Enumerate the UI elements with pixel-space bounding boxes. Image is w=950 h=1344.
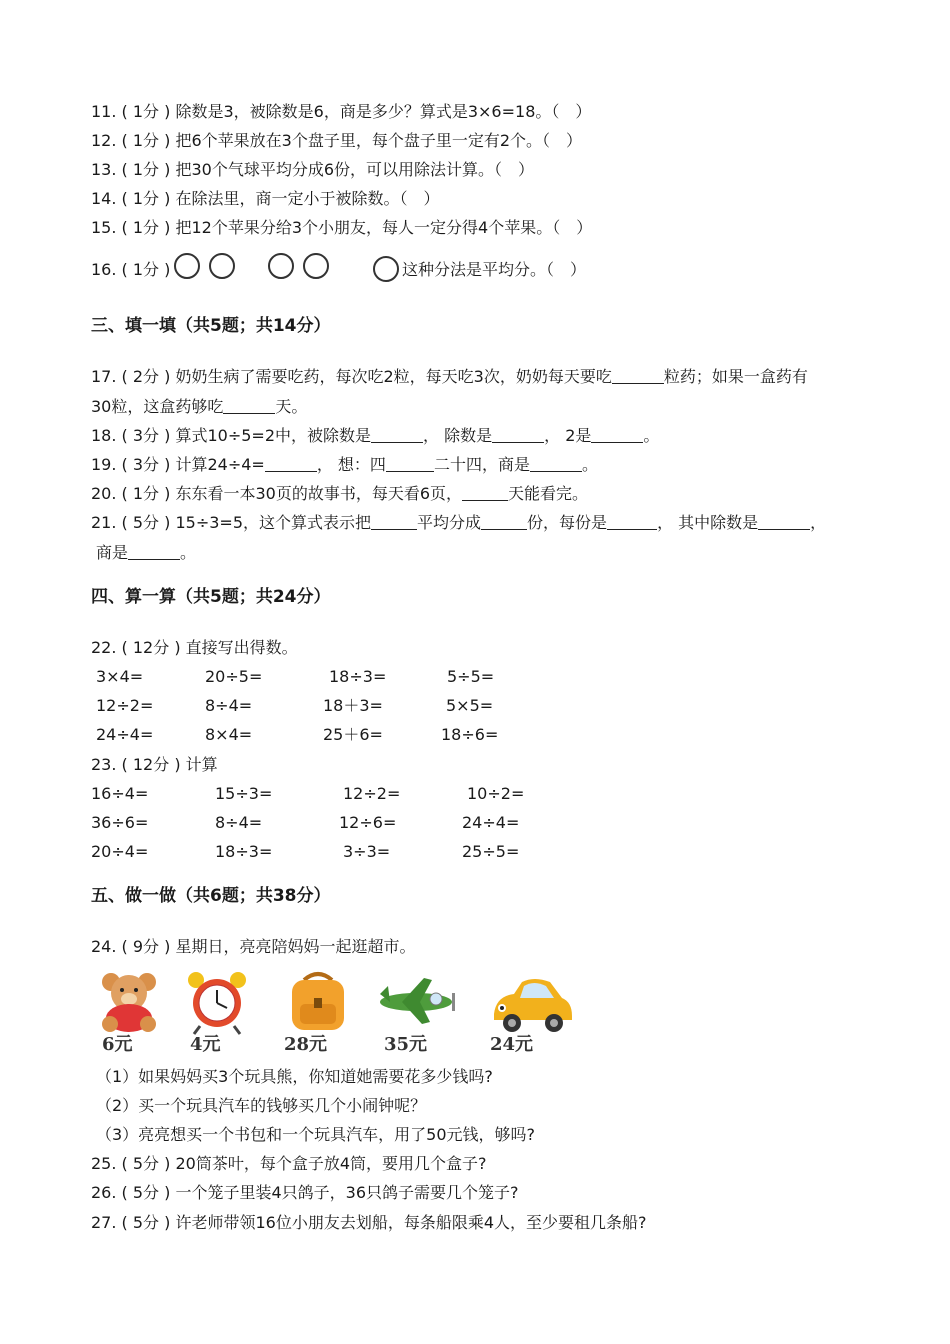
math-item: 18÷6= <box>441 725 499 744</box>
math-item: 12÷2= <box>96 696 154 715</box>
math-item: 5×5= <box>446 696 494 715</box>
math-item: 12÷2= <box>343 784 401 803</box>
question-16-label: 16. ( 1分 ) <box>91 260 171 279</box>
math-item: 16÷4= <box>91 784 149 803</box>
price-label: 28元 <box>284 1034 328 1055</box>
section-title-5: 五、做一做（共6题；共38分） <box>91 886 331 906</box>
price-label: 24元 <box>490 1034 534 1055</box>
question-27: 27. ( 5分 ) 许老师带领16位小朋友去划船，每条船限乘4人，至少要租几条船? <box>91 1213 647 1232</box>
math-item: 24÷4= <box>96 725 154 744</box>
answer-blank[interactable] <box>371 513 417 530</box>
math-item: 18÷3= <box>329 667 387 686</box>
math-item: 18＋3= <box>323 696 383 715</box>
circle-icon <box>174 253 200 279</box>
answer-blank[interactable] <box>481 513 527 530</box>
price-label: 4元 <box>190 1034 221 1055</box>
math-item: 12÷6= <box>339 813 397 832</box>
question-22: 22. ( 12分 ) 直接写出得数。 <box>91 638 298 657</box>
price-label: 35元 <box>384 1034 428 1055</box>
circle-icon <box>209 253 235 279</box>
answer-blank[interactable] <box>612 367 664 384</box>
math-item: 3×4= <box>96 667 144 686</box>
math-item: 8×4= <box>205 725 253 744</box>
answer-blank[interactable] <box>462 484 508 501</box>
question-23: 23. ( 12分 ) 计算 <box>91 755 218 774</box>
math-item: 3÷3= <box>343 842 391 861</box>
math-item: 25＋6= <box>323 725 383 744</box>
math-item: 8÷4= <box>205 696 253 715</box>
question-24-sub1: （1）如果妈妈买3个玩具熊，你知道她需要花多少钱吗? <box>96 1067 493 1086</box>
math-item: 36÷6= <box>91 813 149 832</box>
question-18: 18. ( 3分 ) 算式10÷5=2中，被除数是 ， 除数是 ， 2是 。 <box>91 426 660 445</box>
answer-blank[interactable] <box>223 397 275 414</box>
math-item: 20÷4= <box>91 842 149 861</box>
math-item: 20÷5= <box>205 667 263 686</box>
question-11: 11. ( 1分 ) 除数是3，被除数是6，商是多少？算式是3×6=18。（ ） <box>91 102 592 121</box>
math-item: 24÷4= <box>462 813 520 832</box>
answer-blank[interactable] <box>371 426 423 443</box>
math-item: 5÷5= <box>447 667 495 686</box>
section-title-3: 三、填一填（共5题；共14分） <box>91 316 331 336</box>
answer-blank[interactable] <box>758 513 810 530</box>
circle-icon <box>373 256 399 282</box>
question-24-sub3: （3）亮亮想买一个书包和一个玩具汽车，用了50元钱，够吗? <box>96 1125 536 1144</box>
math-item: 10÷2= <box>467 784 525 803</box>
answer-blank[interactable] <box>386 455 434 472</box>
question-21-cont: 商是 。 <box>96 543 197 562</box>
math-item: 25÷5= <box>462 842 520 861</box>
answer-blank[interactable] <box>492 426 544 443</box>
circle-icon <box>303 253 329 279</box>
answer-blank[interactable] <box>607 513 657 530</box>
question-21: 21. ( 5分 ) 15÷3=5，这个算式表示把 平均分成 份，每份是 ， 其中除数是 ， <box>91 513 827 532</box>
answer-blank[interactable] <box>530 455 582 472</box>
answer-blank[interactable] <box>265 455 317 472</box>
question-25: 25. ( 5分 ) 20筒茶叶，每个盒子放4筒，要用几个盒子? <box>91 1154 487 1173</box>
question-24-sub2: （2）买一个玩具汽车的钱够买几个小闹钟呢？ <box>96 1096 427 1115</box>
question-26: 26. ( 5分 ) 一个笼子里装4只鸽子，36只鸽子需要几个笼子? <box>91 1183 519 1202</box>
math-item: 18÷3= <box>215 842 273 861</box>
question-17-cont: 30粒，这盒药够吃 天。 <box>91 397 308 416</box>
math-item: 15÷3= <box>215 784 273 803</box>
question-12: 12. ( 1分 ) 把6个苹果放在3个盘子里，每个盘子里一定有2个。（ ） <box>91 131 583 150</box>
question-15: 15. ( 1分 ) 把12个苹果分给3个小朋友，每人一定分得4个苹果。（ ） <box>91 218 593 237</box>
question-24: 24. ( 9分 ) 星期日，亮亮陪妈妈一起逛超市。 <box>91 937 416 956</box>
question-14: 14. ( 1分 ) 在除法里，商一定小于被除数。（ ） <box>91 189 440 208</box>
section-title-4: 四、算一算（共5题；共24分） <box>91 587 331 607</box>
question-16-text: 这种分法是平均分。（ ） <box>402 260 587 279</box>
answer-blank[interactable] <box>128 543 180 560</box>
question-13: 13. ( 1分 ) 把30个气球平均分成6份，可以用除法计算。（ ） <box>91 160 535 179</box>
answer-blank[interactable] <box>591 426 643 443</box>
math-item: 8÷4= <box>215 813 263 832</box>
question-17: 17. ( 2分 ) 奶奶生病了需要吃药，每次吃2粒，每天吃3次，奶奶每天要吃 粒药；如果一盒药有 <box>91 367 808 386</box>
price-label: 6元 <box>102 1034 133 1055</box>
circle-icon <box>268 253 294 279</box>
question-20: 20. ( 1分 ) 东东看一本30页的故事书，每天看6页， 天能看完。 <box>91 484 589 503</box>
question-19: 19. ( 3分 ) 计算24÷4= ， 想：四 二十四，商是 。 <box>91 455 598 474</box>
